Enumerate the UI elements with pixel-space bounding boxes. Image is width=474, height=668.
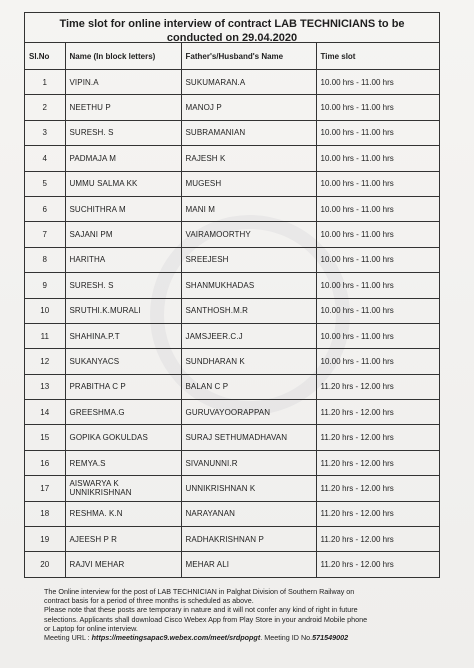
row-slno: 2 xyxy=(25,95,65,120)
table-row xyxy=(25,323,439,348)
table-row xyxy=(25,95,439,120)
row-time-slot: 10.00 hrs - 11.00 hrs xyxy=(316,298,439,323)
row-time-slot: 11.20 hrs - 12.00 hrs xyxy=(316,374,439,399)
footer-line: selections. Applicants shall download Cisco Webex App from Play Store in your android Mobile phone xyxy=(44,614,368,624)
row-time-slot: 10.00 hrs - 11.00 hrs xyxy=(316,273,439,298)
row-candidate-name: SUCHITHRA M xyxy=(65,196,181,221)
row-slno: 13 xyxy=(25,374,65,399)
table-row xyxy=(25,298,439,323)
row-candidate-name: AISWARYA K UNNIKRISHNAN xyxy=(65,476,181,501)
table-row xyxy=(25,247,439,272)
footer-line: The Online interview for the post of LAB TECHNICIAN in Palghat Division of Southern Railway on xyxy=(44,587,355,596)
table-row xyxy=(25,450,439,475)
row-father-name: SREEJESH xyxy=(181,247,316,272)
header-slno: Sl.No xyxy=(25,43,65,70)
row-father-name: BALAN C P xyxy=(181,374,316,399)
row-slno: 14 xyxy=(25,400,65,425)
row-father-name: RADHAKRISHNAN P xyxy=(181,527,316,552)
document-title xyxy=(25,13,439,43)
row-candidate-name: UMMU SALMA KK xyxy=(65,171,181,196)
table-row xyxy=(25,171,439,196)
footer-line: contract basis for a period of three months is scheduled as above. xyxy=(44,596,254,606)
footer-notice xyxy=(44,587,434,642)
row-father-name: SUBRAMANIAN xyxy=(181,120,316,145)
interview-schedule-table xyxy=(25,43,439,577)
row-slno: 15 xyxy=(25,425,65,450)
row-slno: 6 xyxy=(25,196,65,221)
row-candidate-name: RAJVI MEHAR xyxy=(65,552,181,577)
row-time-slot: 10.00 hrs - 11.00 hrs xyxy=(316,323,439,348)
row-candidate-name: REMYA.S xyxy=(65,450,181,475)
row-slno: 19 xyxy=(25,527,65,552)
row-candidate-name: NEETHU P xyxy=(65,95,181,120)
row-time-slot: 10.00 hrs - 11.00 hrs xyxy=(316,349,439,374)
row-time-slot: 11.20 hrs - 12.00 hrs xyxy=(316,425,439,450)
row-slno: 10 xyxy=(25,298,65,323)
row-candidate-name: RESHMA. K.N xyxy=(65,501,181,526)
table-row xyxy=(25,476,439,501)
table-row xyxy=(25,146,439,171)
table-header-row xyxy=(25,43,439,70)
row-time-slot: 10.00 hrs - 11.00 hrs xyxy=(316,222,439,247)
table-row xyxy=(25,273,439,298)
table-row xyxy=(25,70,439,95)
meeting-url-label: Meeting URL : xyxy=(44,633,92,643)
footer-line: Please note that these posts are temporary in nature and it will not confer any kind of right in future xyxy=(44,605,358,615)
row-slno: 16 xyxy=(25,450,65,475)
table-row xyxy=(25,425,439,450)
table-row xyxy=(25,349,439,374)
row-candidate-name: HARITHA xyxy=(65,247,181,272)
row-slno: 20 xyxy=(25,552,65,577)
title-line-2: conducted on 29.04.2020 xyxy=(166,32,298,44)
meeting-url-link[interactable]: https://meetingsapac9.webex.com/meet/srdpopgt xyxy=(91,633,261,643)
table-row xyxy=(25,527,439,552)
row-slno: 17 xyxy=(25,476,65,501)
row-father-name: GURUVAYOORAPPAN xyxy=(181,400,316,425)
row-time-slot: 10.00 hrs - 11.00 hrs xyxy=(316,247,439,272)
row-father-name: SIVANUNNI.R xyxy=(181,450,316,475)
row-father-name: SUNDHARAN K xyxy=(181,349,316,374)
row-slno: 11 xyxy=(25,323,65,348)
row-time-slot: 10.00 hrs - 11.00 hrs xyxy=(316,70,439,95)
row-time-slot: 10.00 hrs - 11.00 hrs xyxy=(316,95,439,120)
row-candidate-name: SAJANI PM xyxy=(65,222,181,247)
table-row xyxy=(25,374,439,399)
header-name: Name (In block letters) xyxy=(65,43,181,70)
header-slot: Time slot xyxy=(316,43,439,70)
row-time-slot: 10.00 hrs - 11.00 hrs xyxy=(316,171,439,196)
row-time-slot: 11.20 hrs - 12.00 hrs xyxy=(316,501,439,526)
row-candidate-name: AJEESH P R xyxy=(65,527,181,552)
row-father-name: SHANMUKHADAS xyxy=(181,273,316,298)
row-father-name: SANTHOSH.M.R xyxy=(181,298,316,323)
row-father-name: MANOJ P xyxy=(181,95,316,120)
row-candidate-name: SRUTHI.K.MURALI xyxy=(65,298,181,323)
table-row xyxy=(25,501,439,526)
row-slno: 5 xyxy=(25,171,65,196)
footer-line: or Laptop for online interview. xyxy=(44,623,138,633)
row-candidate-name: PRABITHA C P xyxy=(65,374,181,399)
row-time-slot: 11.20 hrs - 12.00 hrs xyxy=(316,476,439,501)
row-father-name: RAJESH K xyxy=(181,146,316,171)
row-slno: 1 xyxy=(25,70,65,95)
row-time-slot: 11.20 hrs - 12.00 hrs xyxy=(316,527,439,552)
row-candidate-name: GREESHMA.G xyxy=(65,400,181,425)
row-slno: 4 xyxy=(25,146,65,171)
meeting-info xyxy=(44,633,434,642)
row-slno: 7 xyxy=(25,222,65,247)
row-slno: 8 xyxy=(25,247,65,272)
row-slno: 9 xyxy=(25,273,65,298)
row-father-name: VAIRAMOORTHY xyxy=(181,222,316,247)
meeting-id-label: . Meeting ID No. xyxy=(260,633,313,643)
row-father-name: UNNIKRISHNAN K xyxy=(181,476,316,501)
row-father-name: MANI M xyxy=(181,196,316,221)
row-time-slot: 11.20 hrs - 12.00 hrs xyxy=(316,450,439,475)
table-row xyxy=(25,400,439,425)
row-father-name: MEHAR ALI xyxy=(181,552,316,577)
header-father: Father's/Husband's Name xyxy=(181,43,316,70)
row-father-name: JAMSJEER.C.J xyxy=(181,323,316,348)
row-father-name: SURAJ SETHUMADHAVAN xyxy=(181,425,316,450)
row-time-slot: 10.00 hrs - 11.00 hrs xyxy=(316,146,439,171)
table-row xyxy=(25,120,439,145)
row-candidate-name: SURESH. S xyxy=(65,273,181,298)
title-line-1: Time slot for online interview of contract LAB TECHNICIANS to be xyxy=(59,18,405,30)
row-time-slot: 10.00 hrs - 11.00 hrs xyxy=(316,120,439,145)
row-slno: 18 xyxy=(25,501,65,526)
row-candidate-name: VIPIN.A xyxy=(65,70,181,95)
table-row xyxy=(25,552,439,577)
row-slno: 12 xyxy=(25,349,65,374)
row-slno: 3 xyxy=(25,120,65,145)
row-candidate-name: SHAHINA.P.T xyxy=(65,323,181,348)
row-candidate-name: GOPIKA GOKULDAS xyxy=(65,425,181,450)
schedule-document xyxy=(24,12,440,578)
table-row xyxy=(25,222,439,247)
row-time-slot: 11.20 hrs - 12.00 hrs xyxy=(316,400,439,425)
table-row xyxy=(25,196,439,221)
row-candidate-name: PADMAJA M xyxy=(65,146,181,171)
meeting-id-value: 571549002 xyxy=(312,633,349,643)
row-father-name: SUKUMARAN.A xyxy=(181,70,316,95)
row-candidate-name: SURESH. S xyxy=(65,120,181,145)
row-time-slot: 11.20 hrs - 12.00 hrs xyxy=(316,552,439,577)
row-time-slot: 10.00 hrs - 11.00 hrs xyxy=(316,196,439,221)
row-father-name: MUGESH xyxy=(181,171,316,196)
row-father-name: NARAYANAN xyxy=(181,501,316,526)
row-candidate-name: SUKANYACS xyxy=(65,349,181,374)
